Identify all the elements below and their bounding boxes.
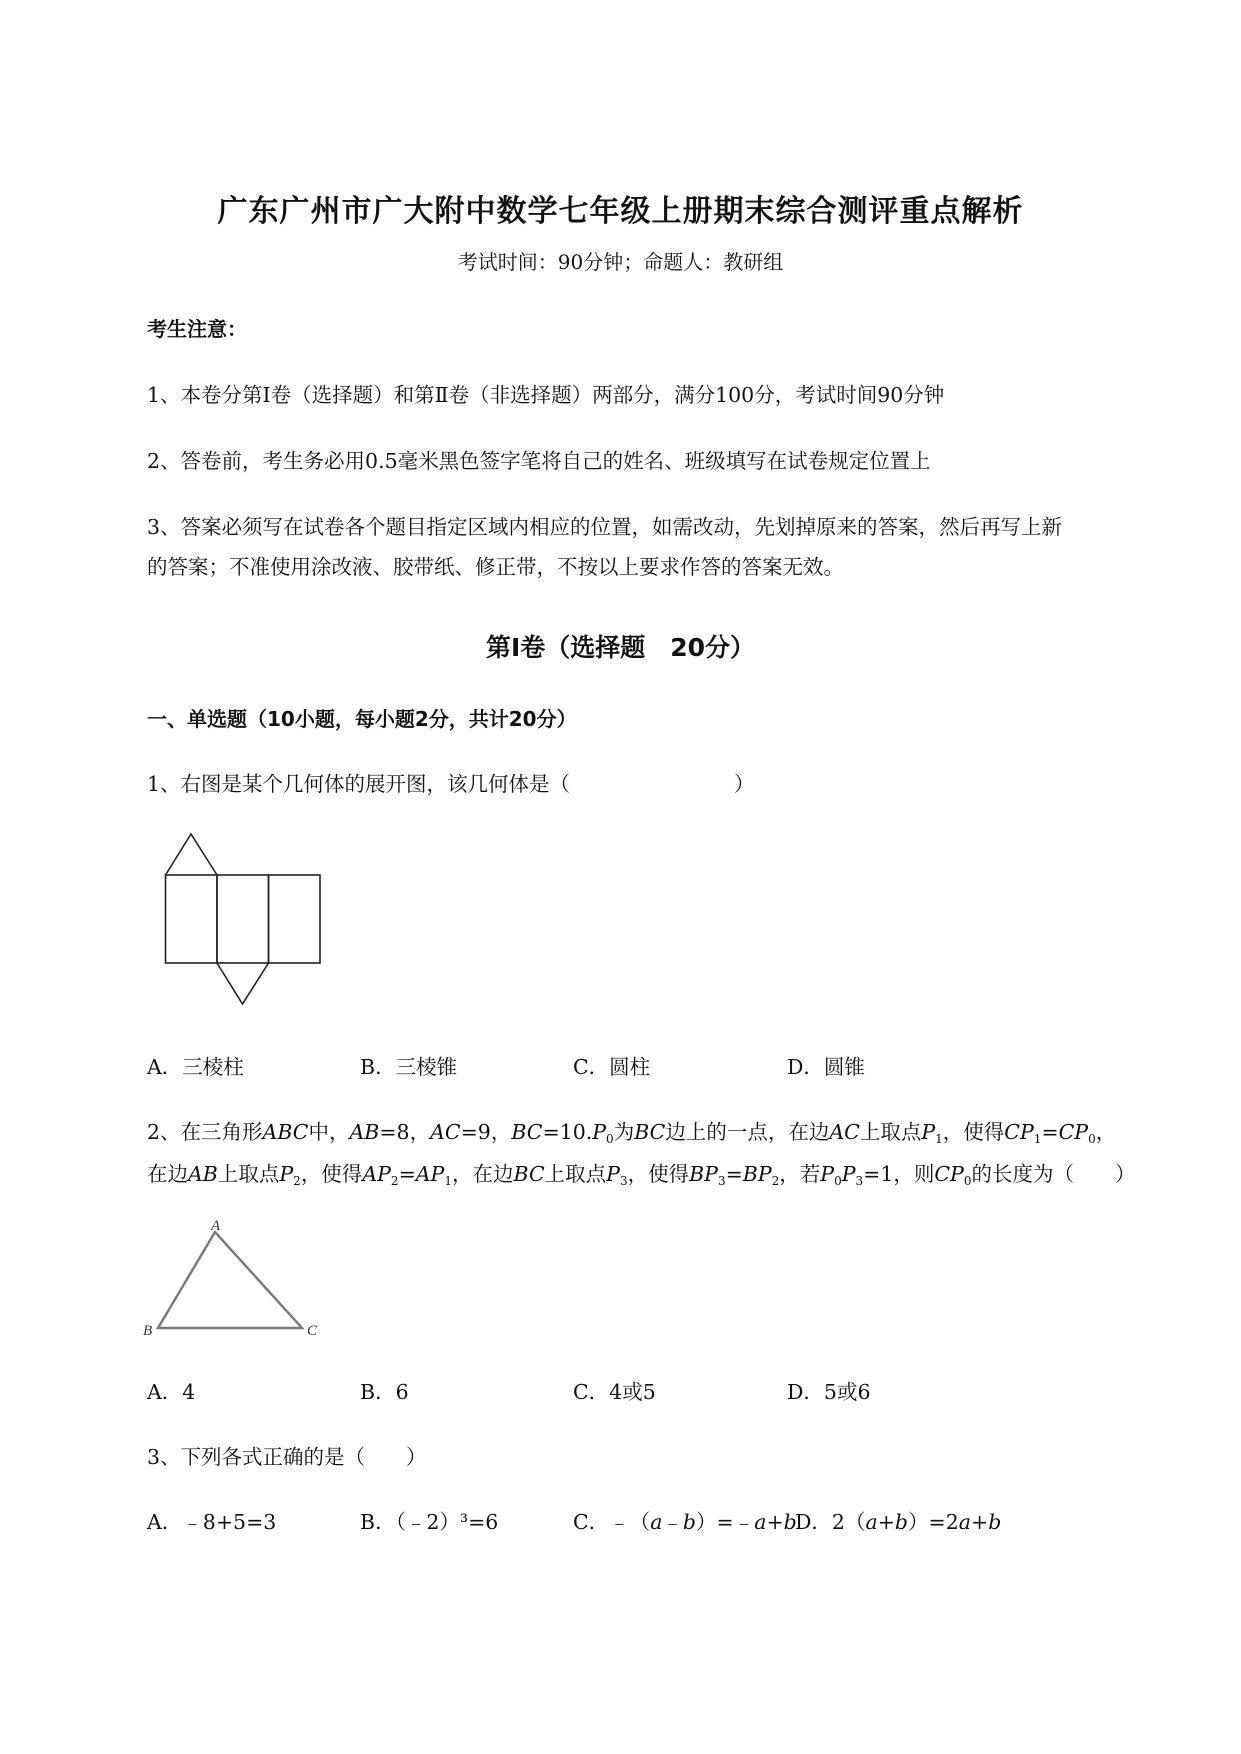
net-triangle-bottom	[217, 963, 269, 1004]
question-3-option-a[interactable]: A．﹣8+5=3	[147, 1510, 277, 1534]
question-3-option-b[interactable]: B．（﹣2）³=6	[360, 1510, 499, 1534]
prism-net-lines	[166, 834, 321, 1004]
question-3-option-c[interactable]: C．﹣（a﹣b）=﹣a+b	[573, 1510, 797, 1534]
triangle-abc-shape	[158, 1232, 302, 1328]
question-1-option-b[interactable]: B．三棱锥	[360, 1055, 458, 1079]
question-1-option-c[interactable]: C．圆柱	[573, 1055, 651, 1079]
question-2-option-a[interactable]: A．4	[147, 1380, 196, 1404]
question-3-stem: 3、下列各式正确的是（ ）	[147, 1445, 427, 1469]
notice-item-1: 1、本卷分第I卷（选择题）和第Ⅱ卷（非选择题）两部分，满分100分，考试时间90分钟	[147, 383, 945, 407]
vertex-label-b: B	[143, 1323, 153, 1338]
question-2-option-c[interactable]: C．4或5	[573, 1380, 656, 1404]
question-2-stem-line-2: 在边AB上取点$P_2$，使得$AP_2=AP_1$，在边BC上取点$P_3$，使得$BP_3=BP_2$，若$P_0P_3=1$，则$CP_0$的长度为（ ）	[147, 1162, 1136, 1188]
notice-item-3-cont: 的答案；不准使用涂改液、胶带纸、修正带，不按以上要求作答的答案无效。	[147, 555, 844, 579]
section-subheading: 一、单选题（10小题，每小题2分，共计20分）	[147, 707, 577, 731]
question-3-option-d[interactable]: D．2（a+b）=2a+b	[795, 1510, 1002, 1534]
notice-item-3: 3、答案必须写在试卷各个题目指定区域内相应的位置，如需改动，先划掉原来的答案，然后再写上新	[147, 515, 1063, 539]
net-triangle-top	[166, 834, 218, 875]
vertex-label-a: A	[211, 1218, 221, 1234]
section-title: 第I卷（选择题 20分）	[485, 633, 756, 662]
notice-heading: 考生注意：	[147, 317, 247, 341]
question-2-stem-line-1: 2、在三角形ABC中，AB=8，AC=9，$BC=10.P_0$为BC边上的一点，在边AC上取点$P_1$，使得$CP_1=CP_0$，	[147, 1120, 1117, 1146]
notice-item-2: 2、答卷前，考生务必用0.5毫米黑色签字笔将自己的姓名、班级填写在试卷规定位置上	[147, 449, 931, 473]
prism-net-figure	[160, 830, 330, 1015]
net-face-right	[269, 875, 321, 963]
page-title: 广东广州市广大附中数学七年级上册期末综合测评重点解析	[217, 194, 1024, 229]
net-face-middle	[217, 875, 269, 963]
triangle-abc-figure	[140, 1218, 330, 1338]
question-1-option-d[interactable]: D．圆锥	[787, 1055, 865, 1079]
question-1-stem: 1、右图是某个几何体的展开图，该几何体是（ ）	[147, 772, 755, 796]
vertex-label-c: C	[307, 1323, 318, 1338]
question-2-option-d[interactable]: D．5或6	[787, 1380, 871, 1404]
net-face-left	[166, 875, 218, 963]
question-2-option-b[interactable]: B．6	[360, 1380, 409, 1404]
exam-subtitle: 考试时间：90分钟；命题人：教研组	[457, 250, 784, 274]
question-1-option-a[interactable]: A．三棱柱	[147, 1055, 244, 1079]
